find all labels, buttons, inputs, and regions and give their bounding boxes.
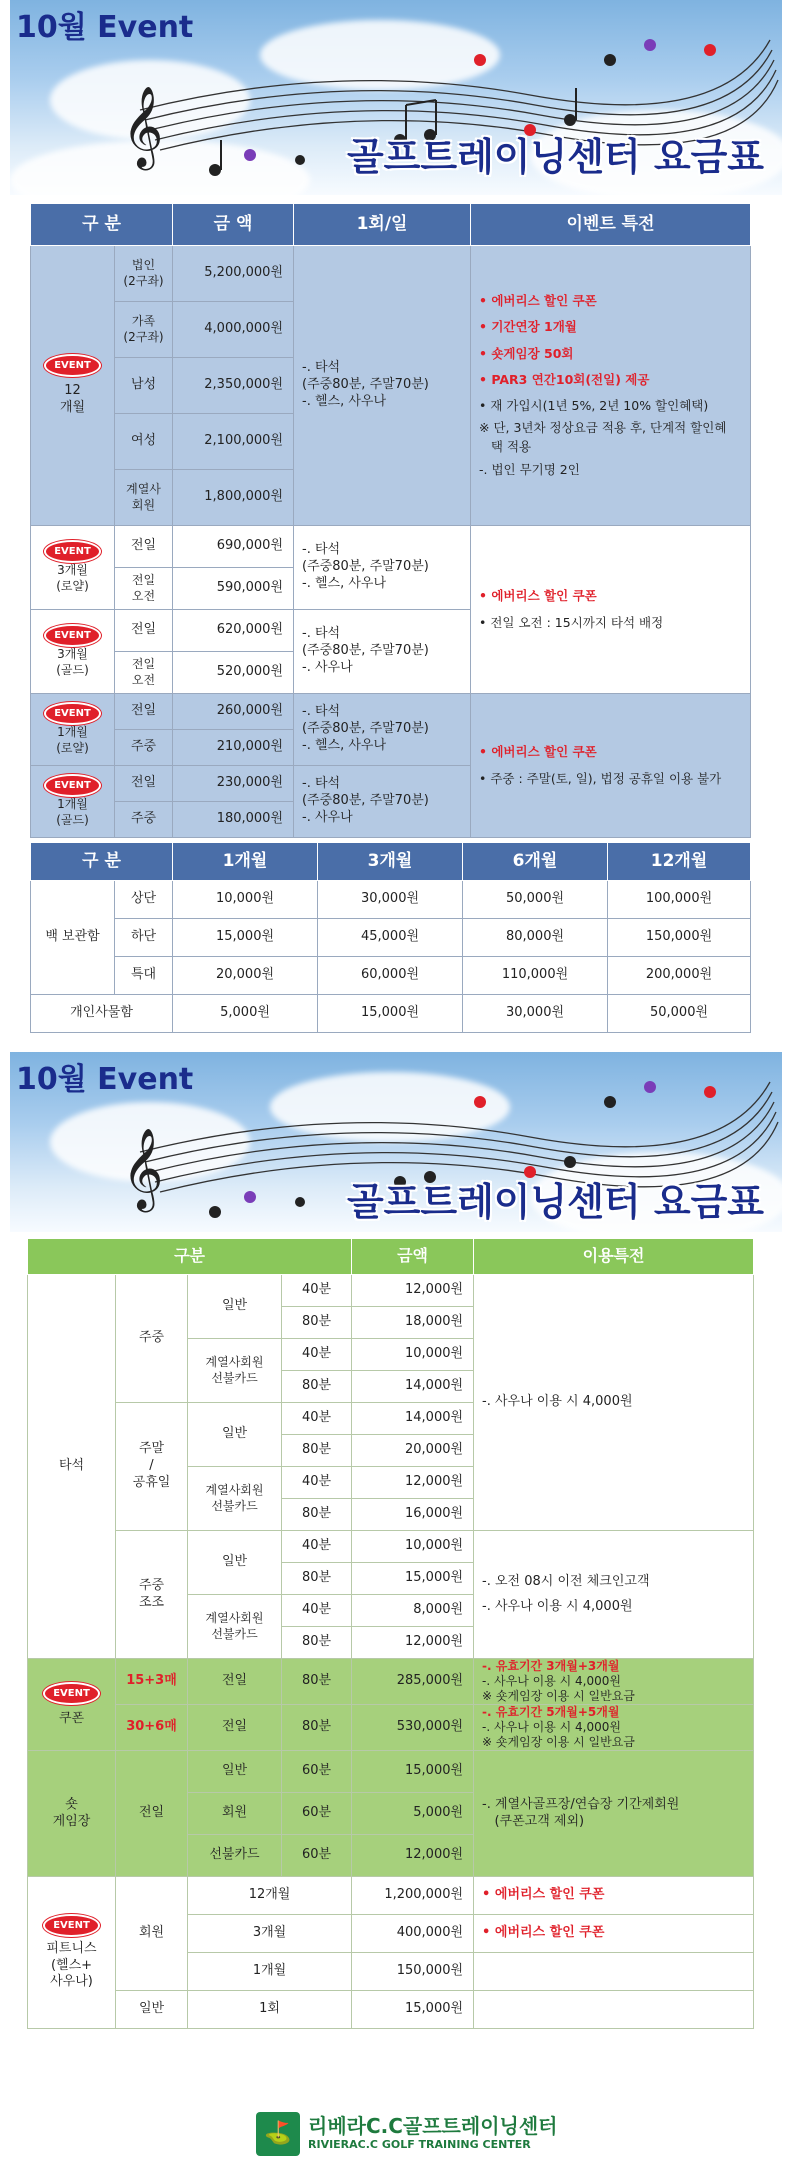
usage-cell: -. 타석 (주중80분, 주말70분) -. 헬스, 사우나 [294,246,471,526]
row-label: 일반 [188,1751,282,1793]
header-3month: 3개월 [318,843,463,881]
row-label: 법인 (2구좌) [115,246,173,302]
price-cell: 1,200,000원 [352,1877,474,1915]
event-badge: EVENT [43,1914,100,1937]
row-label: 전일 [188,1705,282,1751]
header-price: 금 액 [173,204,294,246]
price-cell: 20,000원 [173,957,318,995]
price-cell: 10,000원 [173,881,318,919]
price-cell: 210,000원 [173,730,294,766]
price-cell: 12,000원 [352,1835,474,1877]
price-cell: 5,200,000원 [173,246,294,302]
price-cell: 230,000원 [173,766,294,802]
event-badge: EVENT [44,702,101,725]
group-1month-royal: EVENT 1개월 (로얄) [31,694,115,766]
row-label: 전일 오전 [115,568,173,610]
row-label: 하단 [115,919,173,957]
price-cell: 1,800,000원 [173,470,294,526]
price-cell: 620,000원 [173,610,294,652]
event-title: 10월 Event [16,1062,194,1097]
duration-cell: 40분 [282,1339,352,1371]
group-3month-royal: EVENT 3개월 (로얄) [31,526,115,610]
price-cell: 12,000원 [352,1275,474,1307]
perk-fitness: • 에버리스 할인 쿠폰 [474,1877,754,1915]
normal-label: 일반 [188,1531,282,1595]
duration-cell: 80분 [282,1705,352,1751]
usage-cell: -. 타석 (주중80분, 주말70분) -. 헬스, 사우나 [294,694,471,766]
event-badge: EVENT [44,624,101,647]
header-price: 금액 [352,1239,474,1275]
header-12month: 12개월 [608,843,751,881]
price-cell: 4,000,000원 [173,302,294,358]
usage-cell: -. 타석 (주중80분, 주말70분) -. 사우나 [294,766,471,838]
duration-cell: 40분 [282,1595,352,1627]
price-cell: 16,000원 [352,1499,474,1531]
perk-coupon: -. 유효기간 3개월+3개월 -. 사우나 이용 시 4,000원 ※ 숏게임장 이용 시 일반요금 [474,1659,754,1705]
group-3month-gold: EVENT 3개월 (골드) [31,610,115,694]
row-label: 남성 [115,358,173,414]
price-cell: 20,000원 [352,1435,474,1467]
row-label: 전일 오전 [115,652,173,694]
empty-cell [474,1991,754,2029]
event-title: 10월 Event [16,10,194,45]
row-label: 여성 [115,414,173,470]
duration-cell: 80분 [282,1563,352,1595]
price-cell: 150,000원 [608,919,751,957]
header-usage: 1회/일 [294,204,471,246]
duration-cell: 40분 [282,1531,352,1563]
perk-fitness [474,1953,754,1991]
row-label: 회원 [188,1793,282,1835]
event-badge: EVENT [44,774,101,797]
duration-cell: 80분 [282,1371,352,1403]
duration-cell: 80분 [282,1307,352,1339]
coupon-label: EVENT 쿠폰 [28,1659,116,1751]
price-cell: 15,000원 [173,919,318,957]
event-badge: EVENT [44,540,101,563]
perk-morning: -. 오전 08시 이전 체크인고객 -. 사우나 이용 시 4,000원 [474,1531,754,1659]
price-cell: 15,000원 [352,1991,474,2029]
perk-short-game: -. 계열사골프장/연습장 기간제회원 (쿠폰고객 제외) [474,1751,754,1877]
member-label: 계열사회원 선불카드 [188,1467,282,1531]
price-cell: 15,000원 [352,1563,474,1595]
banner-top [10,0,782,195]
row-label: 특대 [115,957,173,995]
tasuk-label: 타석 [28,1275,116,1659]
perks-3month: • 에버리스 할인 쿠폰 • 전일 오전 : 15시까지 타석 배정 [471,526,751,694]
row-label: 전일 [115,610,173,652]
header-category: 구 분 [31,843,173,881]
row-label: 계열사 회원 [115,470,173,526]
logo-text-kr: 리베라C.C골프트레이닝센터 [308,2114,558,2138]
price-cell: 8,000원 [352,1595,474,1627]
header-perks: 이용특전 [474,1239,754,1275]
price-cell: 520,000원 [173,652,294,694]
price-cell: 200,000원 [608,957,751,995]
header-perks: 이벤트 특전 [471,204,751,246]
weekend-label: 주말 / 공휴일 [116,1403,188,1531]
price-cell: 60,000원 [318,957,463,995]
duration-cell: 40분 [282,1467,352,1499]
row-label: 1개월 [188,1953,352,1991]
price-cell: 30,000원 [463,995,608,1033]
price-cell: 400,000원 [352,1915,474,1953]
price-cell: 5,000원 [173,995,318,1033]
price-cell: 180,000원 [173,802,294,838]
perk-coupon: -. 유효기간 5개월+5개월 -. 사우나 이용 시 4,000원 ※ 숏게임장 이용 시 일반요금 [474,1705,754,1751]
price-cell: 18,000원 [352,1307,474,1339]
membership-table [30,203,751,838]
page-title: 골프트레이닝센터 요금표 [346,1180,764,1224]
group-12month: EVENT 12 개월 [31,246,115,526]
logo-text-en: RIVIERAC.C GOLF TRAINING CENTER [308,2138,531,2151]
driving-range-table [27,1238,754,2029]
banner-bottom [10,1052,782,1232]
locker-table [30,842,751,1033]
duration-cell: 80분 [282,1659,352,1705]
row-label: 선불카드 [188,1835,282,1877]
price-cell: 100,000원 [608,881,751,919]
header-category: 구분 [28,1239,352,1275]
short-game-label: 숏 게임장 [28,1751,116,1877]
price-cell: 50,000원 [608,995,751,1033]
price-cell: 45,000원 [318,919,463,957]
row-label: 3개월 [188,1915,352,1953]
price-cell: 150,000원 [352,1953,474,1991]
price-cell: 530,000원 [352,1705,474,1751]
price-cell: 14,000원 [352,1403,474,1435]
logo [256,2108,558,2158]
perks-12month: • 에버리스 할인 쿠폰 • 기간연장 1개월 • 숏게임장 50회 • PAR3 연간10회(전일) 제공 • 재 가입시(1년 5%, 2년 10% 할인혜택) ※ 단, 3년차 정상요금 적용 후, 단계적 할인혜 택 적용 -. 법인 무기명 2인 [471,246,751,526]
price-cell: 14,000원 [352,1371,474,1403]
duration-cell: 40분 [282,1275,352,1307]
price-cell: 10,000원 [352,1339,474,1371]
svg-text:𝄞: 𝄞 [122,1127,164,1209]
row-label: 가족 (2구좌) [115,302,173,358]
personal-locker-label: 개인사물함 [31,995,173,1033]
price-cell: 285,000원 [352,1659,474,1705]
event-badge: EVENT [44,354,101,377]
row-label: 1회 [188,1991,352,2029]
member-label: 회원 [116,1877,188,1991]
golf-logo-icon: ⛳ [256,2112,300,2156]
row-label: 상단 [115,881,173,919]
price-cell: 15,000원 [352,1751,474,1793]
price-cell: 50,000원 [463,881,608,919]
price-cell: 80,000원 [463,919,608,957]
bag-locker-label: 백 보관함 [31,881,115,995]
row-label: 주중 [115,730,173,766]
member-label: 계열사회원 선불카드 [188,1339,282,1403]
coupon-count: 15+3매 [116,1659,188,1705]
price-cell: 590,000원 [173,568,294,610]
price-cell: 2,100,000원 [173,414,294,470]
normal-label: 일반 [188,1403,282,1467]
header-1month: 1개월 [173,843,318,881]
price-cell: 12,000원 [352,1467,474,1499]
row-label: 주중 [115,802,173,838]
usage-cell: -. 타석 (주중80분, 주말70분) -. 사우나 [294,610,471,694]
duration-cell: 80분 [282,1627,352,1659]
header-6month: 6개월 [463,843,608,881]
row-label: 전일 [188,1659,282,1705]
price-cell: 5,000원 [352,1793,474,1835]
price-cell: 690,000원 [173,526,294,568]
price-cell: 10,000원 [352,1531,474,1563]
row-label: 전일 [115,694,173,730]
row-label: 전일 [116,1751,188,1877]
header-category: 구 분 [31,204,173,246]
usage-cell: -. 타석 (주중80분, 주말70분) -. 헬스, 사우나 [294,526,471,610]
duration-cell: 80분 [282,1435,352,1467]
row-label: 12개월 [188,1877,352,1915]
group-1month-gold: EVENT 1개월 (골드) [31,766,115,838]
price-cell: 260,000원 [173,694,294,730]
weekday-label: 주중 [116,1275,188,1403]
duration-cell: 80분 [282,1499,352,1531]
fitness-label: EVENT 피트니스 (헬스+ 사우나) [28,1877,116,2029]
price-cell: 2,350,000원 [173,358,294,414]
duration-cell: 60분 [282,1835,352,1877]
price-cell: 110,000원 [463,957,608,995]
row-label: 전일 [115,526,173,568]
price-cell: 12,000원 [352,1627,474,1659]
duration-cell: 40분 [282,1403,352,1435]
coupon-count: 30+6매 [116,1705,188,1751]
event-badge: EVENT [43,1682,100,1705]
duration-cell: 60분 [282,1793,352,1835]
row-label: 전일 [115,766,173,802]
price-cell: 30,000원 [318,881,463,919]
duration-cell: 60분 [282,1751,352,1793]
price-cell: 15,000원 [318,995,463,1033]
perk-sauna: -. 사우나 이용 시 4,000원 [474,1275,754,1531]
page-title: 골프트레이닝센터 요금표 [346,135,764,179]
morning-label: 주중 조조 [116,1531,188,1659]
perk-fitness: • 에버리스 할인 쿠폰 [474,1915,754,1953]
normal-label: 일반 [188,1275,282,1339]
member-label: 계열사회원 선불카드 [188,1595,282,1659]
perks-1month: • 에버리스 할인 쿠폰 • 주중 : 주말(토, 일), 법정 공휴일 이용 불가 [471,694,751,838]
svg-text:𝄞: 𝄞 [122,85,164,167]
normal-label: 일반 [116,1991,188,2029]
